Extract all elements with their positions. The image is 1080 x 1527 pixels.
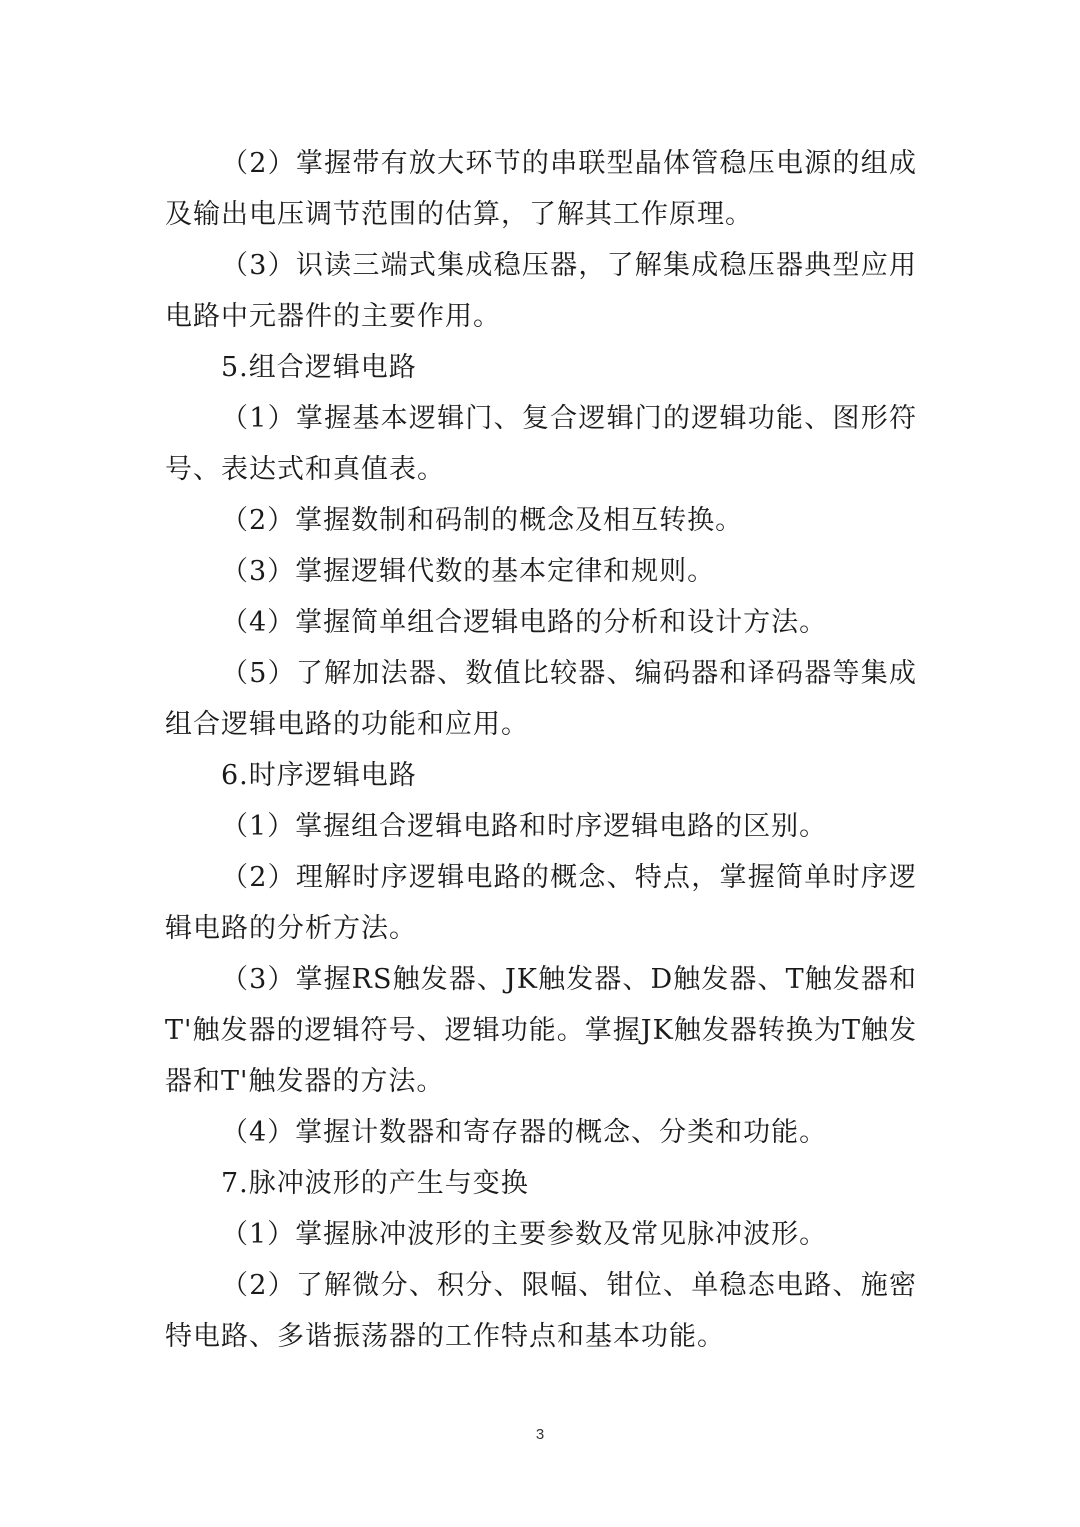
paragraph-pulse-parameters: （1）掌握脉冲波形的主要参数及常见脉冲波形。 bbox=[221, 1219, 828, 1250]
paragraph-logic-gates: （1）掌握基本逻辑门、复合逻辑门的逻辑功能、图形符号、表达式和真值表。 bbox=[165, 403, 917, 485]
page-number: 3 bbox=[535, 1426, 545, 1443]
paragraph-sequential-concept: （2）理解时序逻辑电路的概念、特点，掌握简单时序逻辑电路的分析方法。 bbox=[165, 862, 917, 944]
paragraph-regulator-series: （2）掌握带有放大环节的串联型晶体管稳压电源的组成及输出电压调节范围的估算，了解其工作原理。 bbox=[165, 148, 917, 230]
paragraph-sequential-difference: （1）掌握组合逻辑电路和时序逻辑电路的区别。 bbox=[221, 811, 828, 842]
paragraph-number-systems: （2）掌握数制和码制的概念及相互转换。 bbox=[221, 505, 744, 536]
section-heading-combinational-logic: 5.组合逻辑电路 bbox=[221, 352, 417, 383]
paragraph-pulse-circuits: （2）了解微分、积分、限幅、钳位、单稳态电路、施密特电路、多谐振荡器的工作特点和基本功能。 bbox=[165, 1270, 917, 1352]
paragraph-logic-algebra: （3）掌握逻辑代数的基本定律和规则。 bbox=[221, 556, 716, 587]
section-heading-pulse-waveforms: 7.脉冲波形的产生与变换 bbox=[221, 1168, 529, 1199]
paragraph-combinational-design: （4）掌握简单组合逻辑电路的分析和设计方法。 bbox=[221, 607, 828, 638]
paragraph-integrated-combinational: （5）了解加法器、数值比较器、编码器和译码器等集成组合逻辑电路的功能和应用。 bbox=[165, 658, 917, 740]
section-heading-sequential-logic: 6.时序逻辑电路 bbox=[221, 760, 417, 791]
body-text bbox=[165, 138, 917, 1362]
paragraph-regulator-three-terminal: （3）识读三端式集成稳压器，了解集成稳压器典型应用电路中元器件的主要作用。 bbox=[165, 250, 917, 332]
paragraph-counters-registers: （4）掌握计数器和寄存器的概念、分类和功能。 bbox=[221, 1117, 828, 1148]
paragraph-flip-flops: （3）掌握RS触发器、JK触发器、D触发器、T触发器和T'触发器的逻辑符号、逻辑功能。掌握JK触发器转换为T触发器和T'触发器的方法。 bbox=[165, 964, 917, 1097]
